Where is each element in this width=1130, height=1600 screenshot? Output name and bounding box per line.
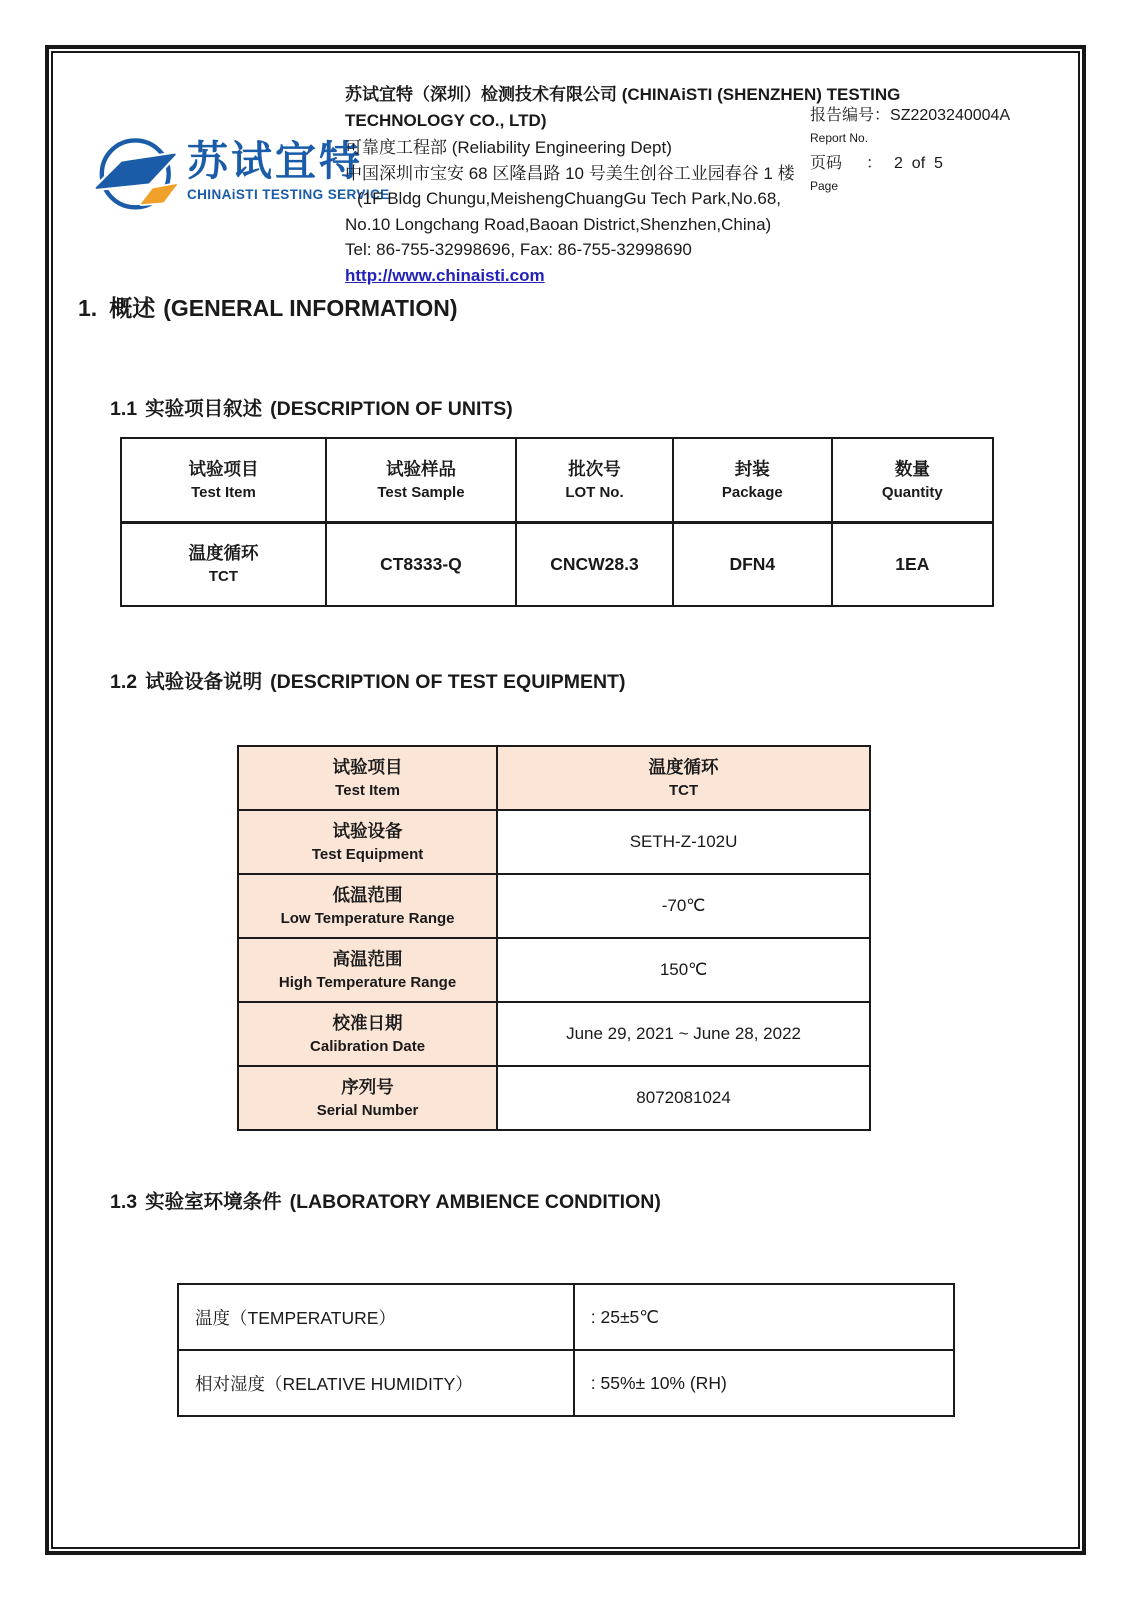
units-cell-test-sample: CT8333-Q	[326, 522, 516, 606]
ambience-row-temperature	[178, 1284, 954, 1350]
units-table	[120, 437, 994, 607]
units-cell-test-item: 温度循环 TCT	[121, 522, 326, 606]
units-col-test-item: 试验项目 Test Item	[121, 438, 326, 522]
units-cell-package: DFN4	[673, 522, 832, 606]
company-address-zh: 中国深圳市宝安 68 区隆昌路 10 号美生创谷工业园春谷 1 楼	[345, 163, 795, 183]
company-address-en-line2: No.10 Longchang Road,Baoan District,Shenzhen,China)	[345, 214, 772, 234]
equipment-row-low-temperature	[238, 874, 870, 938]
equipment-value-high-temperature: 150℃	[497, 938, 870, 1002]
company-logo-icon	[93, 133, 181, 213]
equipment-row-test-equipment	[238, 810, 870, 874]
equipment-row-calibration-date	[238, 1002, 870, 1066]
report-number-value: SZ2203240004A	[890, 107, 1011, 124]
units-col-lot-no: 批次号 LOT No.	[516, 438, 673, 522]
page-number-colon: ：	[866, 155, 883, 172]
equipment-label-calibration-date: 校准日期 Calibration Date	[238, 1002, 497, 1066]
company-dept: 可靠度工程部 (Reliability Engineering Dept)	[345, 138, 672, 157]
page-number-value: 2 of 5	[894, 155, 943, 172]
ambience-label-temperature: 温度（TEMPERATURE）	[178, 1284, 574, 1350]
equipment-label-low-temperature: 低温范围 Low Temperature Range	[238, 874, 497, 938]
equipment-table	[237, 745, 871, 1131]
company-website-link[interactable]: http://www.chinaisti.com	[345, 265, 545, 285]
units-table-header-row	[121, 438, 993, 522]
equipment-label-test-equipment: 试验设备 Test Equipment	[238, 810, 497, 874]
equipment-label-high-temperature: 高温范围 High Temperature Range	[238, 938, 497, 1002]
page-number-label: 页码	[810, 155, 843, 172]
units-col-package: 封装 Package	[673, 438, 832, 522]
equipment-row-high-temperature	[238, 938, 870, 1002]
units-col-test-sample: 试验样品 Test Sample	[326, 438, 516, 522]
report-number-label: 报告编号：	[810, 107, 891, 124]
equipment-label-serial-number: 序列号 Serial Number	[238, 1066, 497, 1130]
section-title-laboratory-ambience-condition: 1.3 实验室环境条件 (LABORATORY AMBIENCE CONDITION)	[110, 1191, 661, 1213]
ambience-table	[177, 1283, 955, 1417]
logo-name: 苏试宜特	[187, 138, 363, 184]
section-title-description-of-units: 1.1 实验项目叙述 (DESCRIPTION OF UNITS)	[110, 398, 513, 420]
units-cell-lot-no: CNCW28.3	[516, 522, 673, 606]
ambience-label-relative-humidity: 相对湿度（RELATIVE HUMIDITY）	[178, 1350, 574, 1416]
equipment-value-calibration-date: June 29, 2021 ~ June 28, 2022	[497, 1002, 870, 1066]
units-col-quantity: 数量 Quantity	[832, 438, 993, 522]
units-table-data-row	[121, 522, 993, 606]
equipment-row-test-item	[238, 746, 870, 810]
ambience-row-relative-humidity	[178, 1350, 954, 1416]
report-number-row	[810, 106, 1010, 126]
ambience-value-temperature: : 25±5℃	[574, 1284, 954, 1350]
page-number-row	[810, 154, 1010, 174]
page-number-sublabel: Page	[810, 179, 839, 193]
company-address-en-line1: (1F Bldg Chungu,MeishengChuangGu Tech Park,No.68,	[357, 189, 781, 208]
section-title-description-of-test-equipment: 1.2 试验设备说明 (DESCRIPTION OF TEST EQUIPMENT)	[110, 671, 626, 693]
section-title-general-information: 1. 概述 (GENERAL INFORMATION)	[78, 295, 458, 321]
ambience-value-relative-humidity: : 55%± 10% (RH)	[574, 1350, 954, 1416]
company-tel-fax: Tel: 86-755-32998696, Fax: 86-755-32998690	[345, 240, 692, 259]
equipment-value-serial-number: 8072081024	[497, 1066, 870, 1130]
equipment-row-serial-number	[238, 1066, 870, 1130]
equipment-value-test-equipment: SETH-Z-102U	[497, 810, 870, 874]
equipment-label-test-item: 试验项目 Test Item	[238, 746, 497, 810]
equipment-value-test-item: 温度循环 TCT	[497, 746, 870, 810]
report-number-sublabel: Report No.	[810, 131, 869, 145]
logo-tagline: CHINAiSTI TESTING SERVICE	[187, 187, 390, 202]
report-meta	[810, 106, 1010, 202]
company-name: 苏试宜特（深圳）检测技术有限公司 (CHINAiSTI (SHENZHEN) TESTING TECHNOLOGY CO., LTD)	[345, 85, 901, 130]
units-cell-quantity: 1EA	[832, 522, 993, 606]
equipment-value-low-temperature: -70℃	[497, 874, 870, 938]
